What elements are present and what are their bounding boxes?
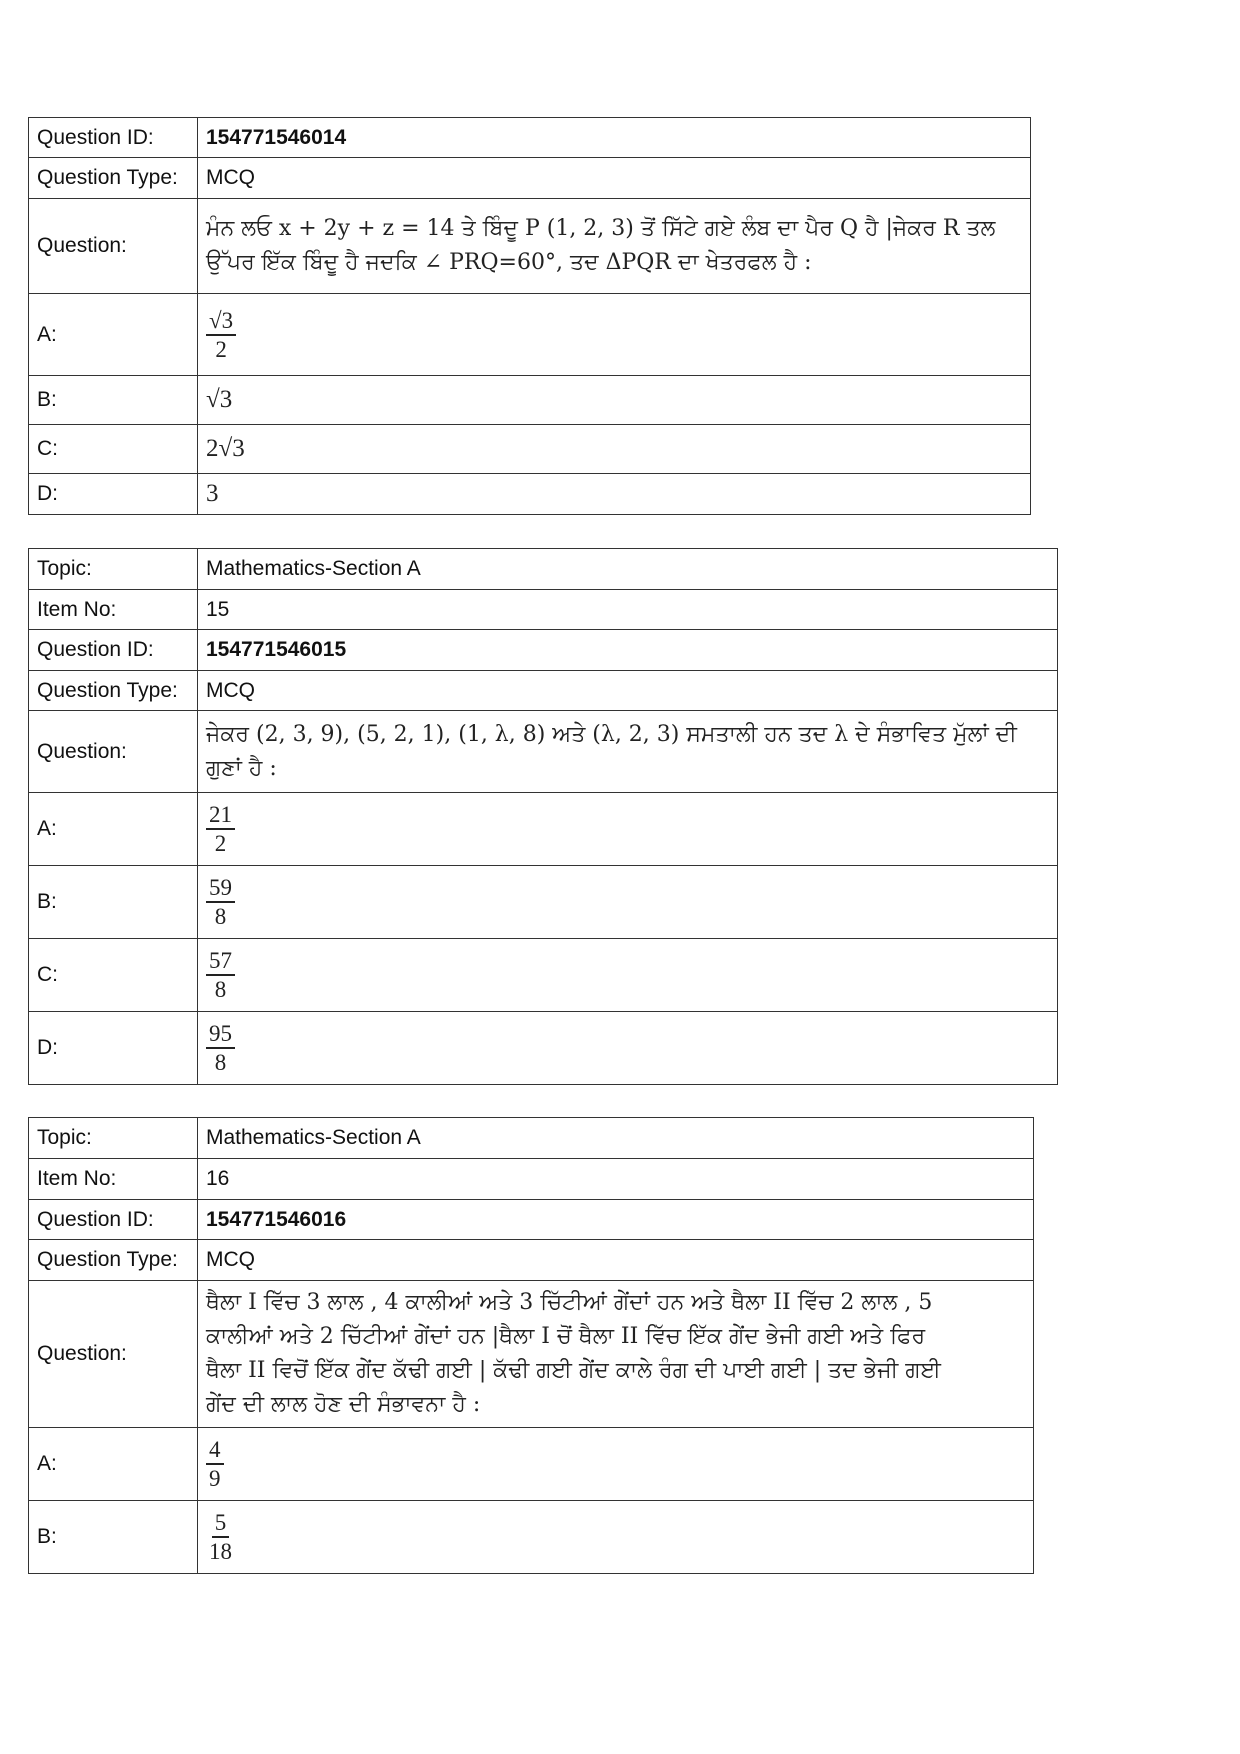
question-table-16 xyxy=(28,1117,1034,1574)
row-option-a xyxy=(29,294,1031,376)
label-question-type: Question Type: xyxy=(29,158,198,199)
label-option-b: B: xyxy=(29,1501,198,1574)
numerator: 4 xyxy=(206,1436,224,1465)
item-no-value: 15 xyxy=(198,590,1058,630)
label-option-a: A: xyxy=(29,1428,198,1501)
row-question xyxy=(29,199,1031,294)
question-text xyxy=(198,711,1058,793)
row-topic xyxy=(29,1118,1034,1159)
question-type-value: MCQ xyxy=(198,1240,1034,1281)
numerator: 59 xyxy=(206,874,235,903)
label-option-a: A: xyxy=(29,294,198,376)
row-option-d xyxy=(29,1012,1058,1085)
numerator: 57 xyxy=(206,947,235,976)
label-item-no: Item No: xyxy=(29,590,198,630)
question-table-15 xyxy=(28,548,1058,1085)
option-c-value xyxy=(198,939,1058,1012)
row-question-id xyxy=(29,118,1031,158)
row-option-b xyxy=(29,1501,1034,1574)
question-table-14 xyxy=(28,117,1031,515)
question-line: ਉੱਪਰ ਇੱਕ ਬਿੰਦੂ ਹੈ ਜਦਕਿ ∠ PRQ=60°, ਤਦ ΔPQR ਦਾ ਖੇਤਰਫਲ ਹੈ : xyxy=(206,250,812,275)
row-option-a xyxy=(29,793,1058,866)
item-no-value: 16 xyxy=(198,1159,1034,1200)
label-question-id: Question ID: xyxy=(29,1200,198,1240)
question-line: ਜੇਕਰ (2, 3, 9), (5, 2, 1), (1, λ, 8) ਅਤੇ (λ, 2, 3) ਸਮਤਾਲੀ ਹਨ ਤਦ λ ਦੇ ਸੰਭਾਵਿਤ ਮੁੱਲਾਂ ਦੀ xyxy=(206,721,1017,747)
row-option-b xyxy=(29,866,1058,939)
denominator: 8 xyxy=(214,977,227,1002)
option-b-value xyxy=(198,866,1058,939)
label-option-d: D: xyxy=(29,474,198,515)
label-option-a: A: xyxy=(29,793,198,866)
row-item-no xyxy=(29,590,1058,630)
row-option-c xyxy=(29,939,1058,1012)
row-question xyxy=(29,711,1058,793)
numerator: 21 xyxy=(206,801,235,830)
label-option-b: B: xyxy=(29,376,198,425)
fraction xyxy=(206,801,235,857)
option-a-value xyxy=(198,793,1058,866)
option-a-value xyxy=(198,294,1031,376)
label-option-c: C: xyxy=(29,939,198,1012)
question-text xyxy=(198,199,1031,294)
label-question-id: Question ID: xyxy=(29,630,198,671)
label-topic: Topic: xyxy=(29,549,198,590)
denominator: 8 xyxy=(214,1050,227,1075)
question-line: ਗੁਣਾਂ ਹੈ : xyxy=(206,755,277,781)
label-option-d: D: xyxy=(29,1012,198,1085)
fraction xyxy=(206,307,236,363)
row-option-c xyxy=(29,425,1031,474)
label-question-id: Question ID: xyxy=(29,118,198,158)
denominator: 18 xyxy=(209,1539,232,1564)
denominator: 2 xyxy=(214,831,227,856)
row-question-type xyxy=(29,1240,1034,1281)
numerator: 95 xyxy=(206,1020,235,1049)
numerator: 5 xyxy=(212,1509,230,1538)
question-type-value: MCQ xyxy=(198,158,1031,199)
label-option-b: B: xyxy=(29,866,198,939)
question-line: ਕਾਲੀਆਂ ਅਤੇ 2 ਚਿੱਟੀਆਂ ਗੇਂਦਾਂ ਹਨ |ਥੈਲਾ I ਚੋਂ ਥੈਲਾ II ਵਿੱਚ ਇੱਕ ਗੇਂਦ ਭੇਜੀ ਗਈ ਅਤੇ ਫਿਰ xyxy=(206,1324,926,1349)
question-id-value: 154771546014 xyxy=(198,118,1031,158)
question-line: ਥੈਲਾ I ਵਿੱਚ 3 ਲਾਲ , 4 ਕਾਲੀਆਂ ਅਤੇ 3 ਚਿੱਟੀਆਂ ਗੇਂਦਾਂ ਹਨ ਅਤੇ ਥੈਲਾ II ਵਿੱਚ 2 ਲਾਲ , 5 xyxy=(206,1290,933,1315)
row-option-a xyxy=(29,1428,1034,1501)
question-type-value: MCQ xyxy=(198,671,1058,711)
question-text xyxy=(198,1281,1034,1428)
label-item-no: Item No: xyxy=(29,1159,198,1200)
question-line: ਗੇਂਦ ਦੀ ਲਾਲ ਹੋਣ ਦੀ ਸੰਭਾਵਨਾ ਹੈ : xyxy=(206,1392,481,1417)
fraction xyxy=(206,1020,235,1076)
option-d-value xyxy=(198,1012,1058,1085)
question-id-value: 154771546016 xyxy=(198,1200,1034,1240)
option-d-value: 3 xyxy=(198,474,1031,515)
question-line: ਮੰਨ ਲਓ x + 2y + z = 14 ਤੇ ਬਿੰਦੂ P (1, 2, 3) ਤੋਂ ਸਿੱਟੇ ਗਏ ਲੰਬ ਦਾ ਪੈਰ Q ਹੈ |ਜੇਕਰ R ਤਲ xyxy=(206,216,996,241)
denominator: 8 xyxy=(214,904,227,929)
option-b-value: √3 xyxy=(198,376,1031,425)
fraction xyxy=(206,1509,235,1565)
label-topic: Topic: xyxy=(29,1118,198,1159)
row-question-type xyxy=(29,158,1031,199)
question-line: ਥੈਲਾ II ਵਿਚੋਂ ਇੱਕ ਗੇਂਦ ਕੱਢੀ ਗਈ | ਕੱਢੀ ਗਈ ਗੇਂਦ ਕਾਲੇ ਰੰਗ ਦੀ ਪਾਈ ਗਈ | ਤਦ ਭੇਜੀ ਗਈ xyxy=(206,1358,941,1383)
label-option-c: C: xyxy=(29,425,198,474)
denominator: 9 xyxy=(209,1466,221,1491)
fraction xyxy=(206,947,235,1003)
fraction xyxy=(206,1436,224,1492)
fraction xyxy=(206,874,235,930)
option-c-value: 2√3 xyxy=(198,425,1031,474)
label-question: Question: xyxy=(29,711,198,793)
row-item-no xyxy=(29,1159,1034,1200)
row-question-type xyxy=(29,671,1058,711)
row-option-d xyxy=(29,474,1031,515)
row-question xyxy=(29,1281,1034,1428)
row-topic xyxy=(29,549,1058,590)
numerator: √3 xyxy=(206,307,236,336)
topic-value: Mathematics-Section A xyxy=(198,549,1058,590)
label-question: Question: xyxy=(29,1281,198,1428)
denominator: 2 xyxy=(215,336,227,362)
topic-value: Mathematics-Section A xyxy=(198,1118,1034,1159)
label-question-type: Question Type: xyxy=(29,1240,198,1281)
row-question-id xyxy=(29,1200,1034,1240)
row-question-id xyxy=(29,630,1058,671)
question-id-value: 154771546015 xyxy=(198,630,1058,671)
row-option-b xyxy=(29,376,1031,425)
label-question-type: Question Type: xyxy=(29,671,198,711)
option-a-value xyxy=(198,1428,1034,1501)
label-question: Question: xyxy=(29,199,198,294)
option-b-value xyxy=(198,1501,1034,1574)
